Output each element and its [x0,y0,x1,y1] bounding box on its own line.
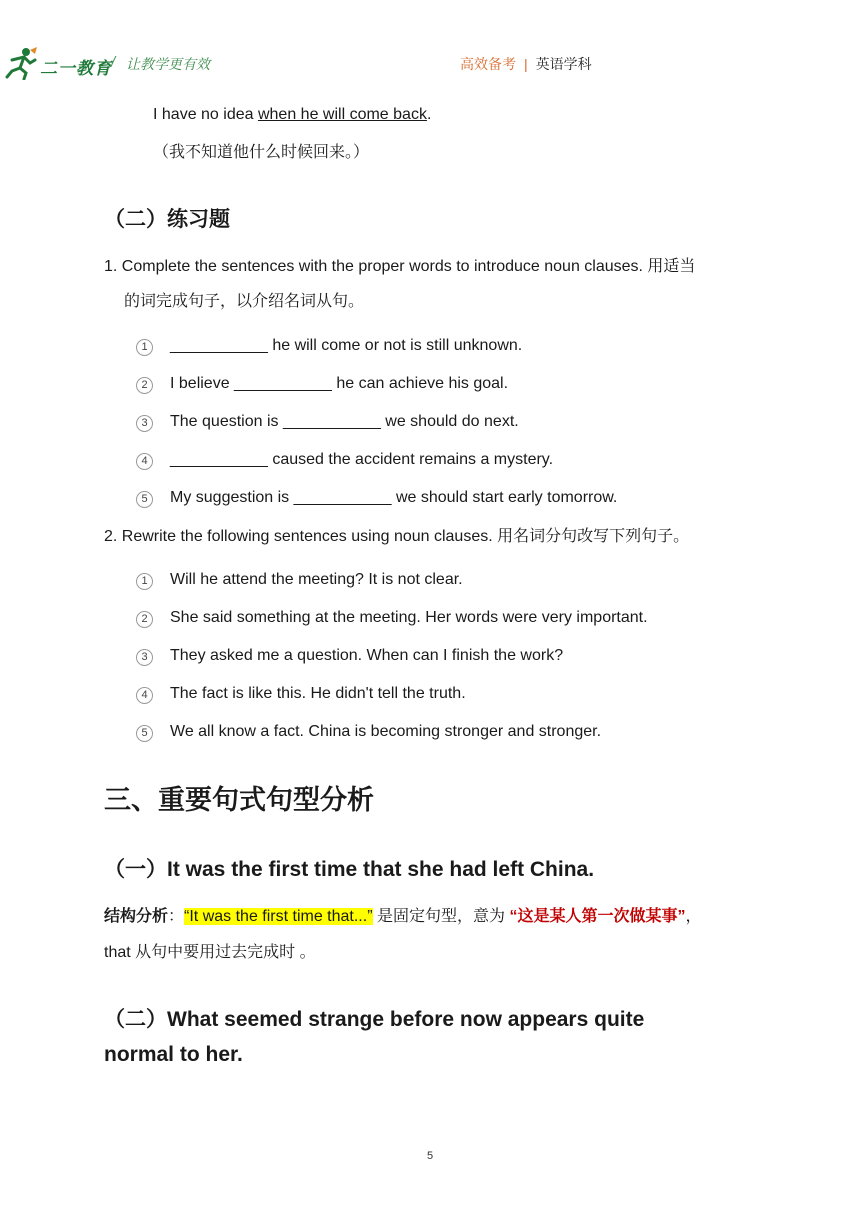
analysis-highlight: “It was the first time that...” [184,908,373,925]
example-suffix: . [426,106,432,123]
sentence-pattern-1-heading: （一）It was the first time that she had left China. [104,858,595,881]
section3-heading: 三、重要句式句型分析 [104,785,374,815]
analysis-line2: that 从句中要用过去完成时 。 [104,944,316,961]
analysis-label: 结构分析 [104,908,169,925]
practice-heading: （二）练习题 [104,208,230,231]
example-underlined: when he will come back [257,106,427,123]
q2-instruction: 2. Rewrite the following sentences using noun clauses. 用名词分句改写下列句子。 [104,528,690,545]
sentence-pattern-2-heading-line2: normal to her. [104,1043,243,1066]
example-sentence [153,104,431,126]
q2-item-number-badge: 4 [136,687,153,704]
q1-item-number-badge: 5 [136,491,153,508]
q1-item-number-badge: 4 [136,453,153,470]
q2-item-text: We all know a fact. China is becoming stronger and stronger. [170,723,602,740]
header-exam-label: 高效备考 [460,56,516,72]
example-prefix: I have no idea [153,106,258,123]
example-translation: （我不知道他什么时候回来。） [153,144,370,161]
q1-item-text: ___________ caused the accident remains a mystery. [170,451,554,468]
header-separator: | [524,56,528,72]
slogan: 让教学更有效 [126,56,210,72]
q2-item-text: The fact is like this. He didn't tell the truth. [170,685,466,702]
q2-item-number-badge: 3 [136,649,153,666]
brand-name: 二一教育 [40,59,112,78]
header-slash: / [111,54,116,71]
q1-item-text: My suggestion is ___________ we should start early tomorrow. [170,489,618,506]
q1-item-text: I believe ___________ he can achieve his goal. [170,375,509,392]
q1-item-number-badge: 3 [136,415,153,432]
q1-item-number-badge: 2 [136,377,153,394]
q1-item-text: ___________ he will come or not is still unknown. [170,337,523,354]
q1-item-text: The question is ___________ we should do next. [170,413,519,430]
runner-logo-icon [4,46,38,80]
analysis-mid: 是固定句型，意为 [372,908,510,925]
sentence-pattern-2-heading-line1: （二）What seemed strange before now appears quite [104,1008,645,1031]
q2-item-number-badge: 1 [136,573,153,590]
q1-instruction-line1: 1. Complete the sentences with the proper words to introduce noun clauses. 用适当 [104,258,696,275]
q1-item-number-badge: 1 [136,339,153,356]
page-header [0,40,860,84]
q2-item-text: Will he attend the meeting? It is not clear. [170,571,463,588]
analysis-end: ， [685,908,702,925]
q2-item-number-badge: 5 [136,725,153,742]
page-number: 5 [426,1150,434,1162]
header-subject-label: 英语学科 [535,56,592,72]
header-right [460,54,592,74]
q2-item-text: She said something at the meeting. Her words were very important. [170,609,648,626]
structure-analysis [104,906,701,928]
q1-instruction-line2: 的词完成句子，以介绍名词从句。 [124,293,365,310]
analysis-colon: ： [168,908,185,925]
analysis-meaning: “这是某人第一次做某事” [509,908,686,925]
q2-item-number-badge: 2 [136,611,153,628]
q2-item-text: They asked me a question. When can I finish the work? [170,647,564,664]
